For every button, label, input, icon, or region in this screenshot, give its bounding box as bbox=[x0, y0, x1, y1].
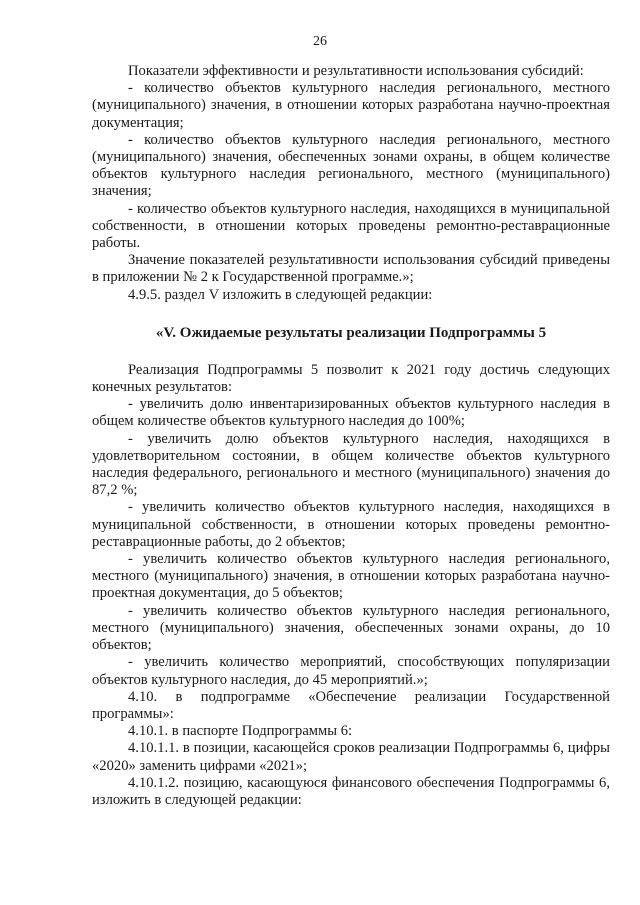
document-body bbox=[92, 63, 610, 809]
paragraph: 4.10. в подпрограмме «Обеспечение реализации Государственной программы»: bbox=[92, 688, 610, 722]
section-heading: «V. Ожидаемые результаты реализации Подпрограммы 5 bbox=[155, 324, 547, 341]
paragraph: - увеличить долю инвентаризированных объектов культурного наследия в общем количестве объектов культурного наследия до 100%; bbox=[92, 396, 610, 430]
paragraph: - увеличить количество объектов культурного наследия регионального, местного (муниципального) значения, в отношении которых разработана научно-проектная документация, до 5 объектов; bbox=[92, 551, 610, 602]
paragraph: - увеличить количество мероприятий, способствующих популяризации объектов культурного наследия, до 45 мероприятий.»; bbox=[92, 654, 610, 688]
paragraph: - увеличить количество объектов культурного наследия регионального, местного (муниципального) значения, обеспеченных зонами охраны, до 10 объектов; bbox=[92, 602, 610, 654]
paragraph: Реализация Подпрограммы 5 позволит к 2021 году достичь следующих конечных результатов: bbox=[92, 361, 610, 396]
paragraph: 4.10.1.1. в позиции, касающейся сроков реализации Подпрограммы 6, цифры «2020» заменить цифрами «2021»; bbox=[92, 740, 610, 774]
paragraph: Показатели эффективности и результативности использования субсидий: bbox=[128, 63, 584, 79]
paragraph: - увеличить количество объектов культурного наследия, находящихся в муниципальной собственности, в отношении которых проведены ремонтно-реставрационные работы, до 2 объектов; bbox=[92, 499, 610, 550]
paragraph: - количество объектов культурного наследия регионального, местного (муниципального) значения, в отношении которых разработана научно-проектная документация; bbox=[92, 80, 610, 131]
paragraph: - количество объектов культурного наследия регионального, местного (муниципального) значения, обеспеченных зонами охраны, в общем количестве объектов культурного наследия регионального, местного (муниципального) значения; bbox=[92, 131, 610, 200]
paragraph: - количество объектов культурного наследия, находящихся в муниципальной собственности, в отношении которых проведены ремонтно-реставрационные работы. bbox=[92, 200, 610, 252]
paragraph: - увеличить долю объектов культурного наследия, находящихся в удовлетворительном состоянии, в общем количестве объектов культурного наследия федерального, регионального и местного (муниципального) значения до 87,2 %; bbox=[92, 430, 610, 499]
page-number: 26 bbox=[313, 34, 327, 49]
paragraph: 4.9.5. раздел V изложить в следующей редакции: bbox=[128, 286, 433, 303]
paragraph: Значение показателей результативности использования субсидий приведены в приложении № 2 к Государственной программе.»; bbox=[92, 252, 610, 286]
paragraph: 4.10.1. в паспорте Подпрограммы 6: bbox=[128, 723, 353, 740]
paragraph: 4.10.1.2. позицию, касающуюся финансового обеспечения Подпрограммы 6, изложить в следующей редакции: bbox=[92, 774, 610, 808]
